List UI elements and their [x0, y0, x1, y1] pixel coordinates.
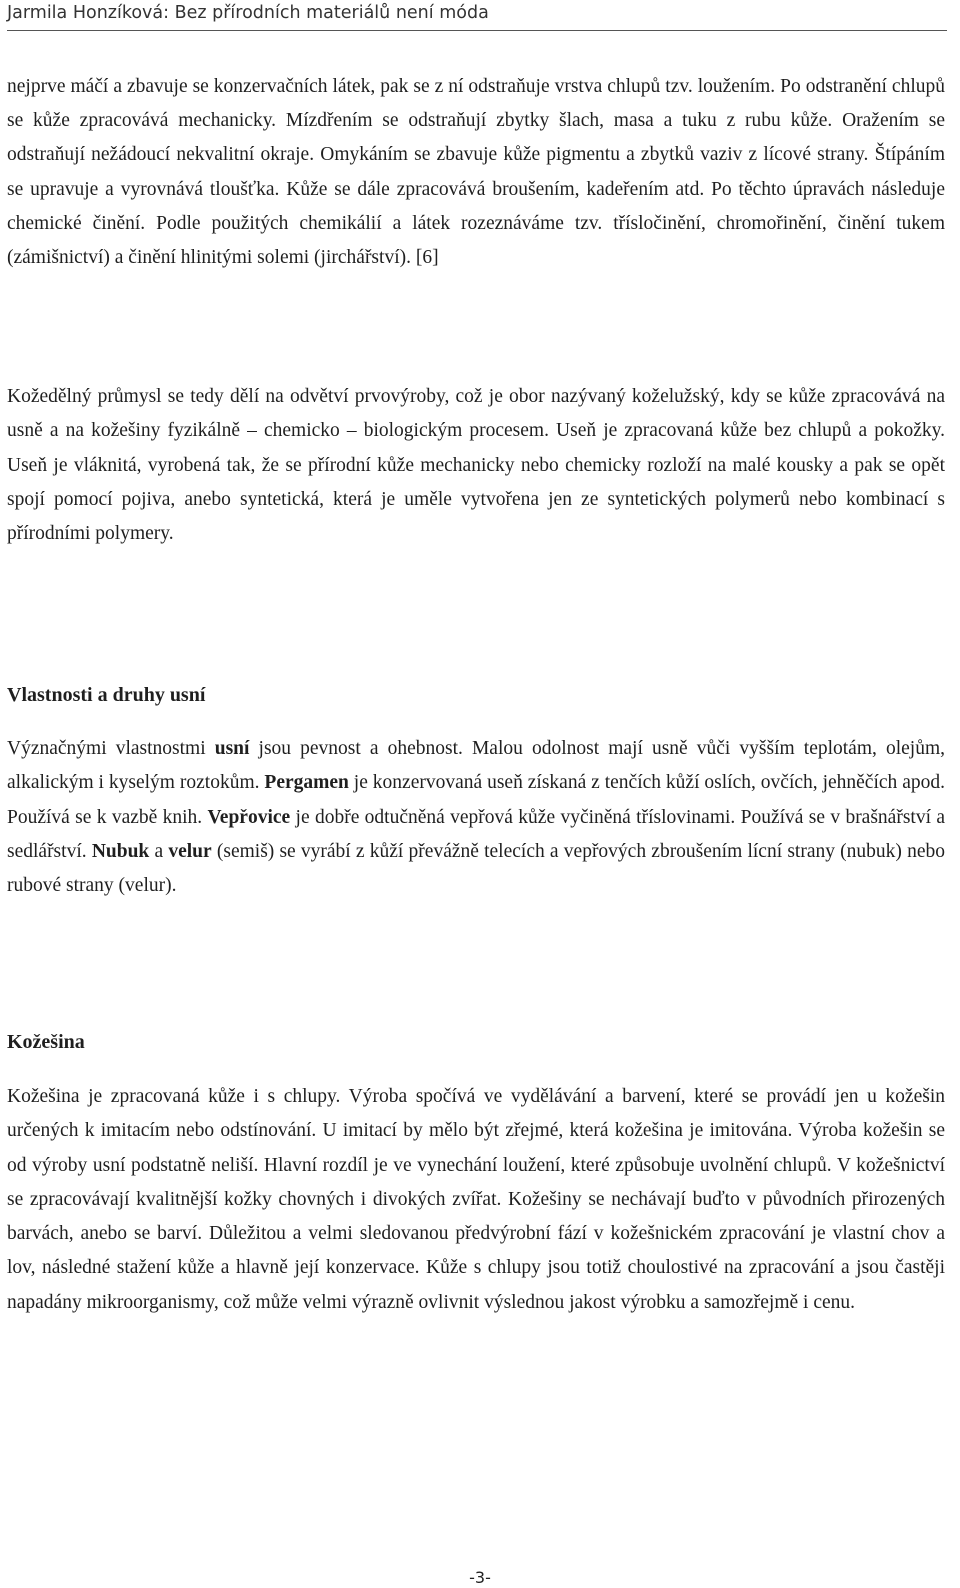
paragraph-leather-properties: Význačnými vlastnostmi usní jsou pevnost a ohebnost. Malou odolnost mají usně vůči vyšším teplotám, olejům, alkalickým i kyselým roztokům. Pergamen je konzervovaná useň získaná z tenčích kůží oslích, ovčích, jehněčích apod. Používá se k vazbě knih. Vepřovice je dobře odtučněná vepřová kůže vyčiněná tříslovinami. Používá se v brašnářství a sedlářství. Nubuk a velur (semiš) se vyrábí z kůží převážně telecích a vepřových zbroušením lícní strany (nubuk) nebo rubové strany (velur).: [7, 738, 946, 897]
running-header: [7, 0, 947, 31]
running-title: Jarmila Honzíková: Bez přírodních materiálů není móda: [7, 3, 489, 23]
section-heading-fur: Kožešina: [7, 1031, 85, 1053]
term-usni: usní: [214, 738, 250, 759]
paragraph-processing: nejprve máčí a zbavuje se konzervačních látek, pak se z ní odstraňuje vrstva chlupů tzv. loužením. Po odstranění chlupů se kůže zpracovává mechanicky. Mízdřením se odstraňují zbytky šlach, masa a tuku z rubu kůže. Oražením se odstraňují nežádoucí nekvalitní okraje. Omykáním se zbavuje kůže pigmentu a zbytků vaziv z lícové strany. Štípáním se upravuje a vyrovnává tloušťka. Kůže se dále zpracovává broušením, kadeřením atd. Po těchto úpravách následuje chemické činění. Podle použitých chemikálií a látek rozeznáváme tzv. třísločinění, chromořinění, činění tukem (zámišnictví) a činění hlinitými solemi (jirchářství). [6]: [7, 76, 945, 269]
paragraph-leather-industry: Kožedělný průmysl se tedy dělí na odvětví prvovýroby, což je obor nazývaný koželužský, kdy se kůže zpracovává na usně a na kožešiny fyzikálně – chemicko – biologickým procesem. Useň je zpracovaná kůže bez chlupů a pokožky. Useň je vláknitá, vyrobená tak, že se přírodní kůže mechanicky nebo chemicky rozloží na malé kousky a pak se opět spojí pomocí pojiva, anebo syntetická, která je uměle vytvořena jen ze syntetických polymerů nebo kombinací s přírodními polymery.: [7, 386, 945, 545]
section-heading-leather-properties: Vlastnosti a druhy usní: [7, 684, 206, 706]
term-nubuk: Nubuk: [91, 841, 150, 863]
page-number: -3-: [469, 1568, 491, 1587]
paragraph-fur: Kožešina je zpracovaná kůže i s chlupy. Výroba spočívá ve vydělávání a barvení, které se provádí jen u kožešin určených k imitacím nebo odstínování. U imitací by mělo být zřejmé, která kožešina je imitována. Výroba kožešin se od výroby usní podstatně neliší. Hlavní rozdíl je ve vynechání loužení, které způsobuje uvolnění chlupů. V kožešnictví se zpracovávají kvalitnější kožky chovných i divokých zvířat. Kožešiny se nechávají buďto v původních přirozených barvách, anebo se barví. Důležitou a velmi sledovanou předvýrobní fází v kožešnickém zpracování je vlastní chov a lov, následné stažení kůže a hlavně její konzervace. Kůže s chlupy jsou totiž choulostivé na zpracování a jsou častěji napadány mikroorganismy, což může velmi výrazně ovlivnit výslednou jakost výrobku a samozřejmě i cenu.: [7, 1086, 945, 1313]
term-velur: velur: [168, 841, 212, 863]
term-pergamen: Pergamen: [264, 772, 349, 794]
term-veprovice: Vepřovice: [207, 806, 291, 828]
